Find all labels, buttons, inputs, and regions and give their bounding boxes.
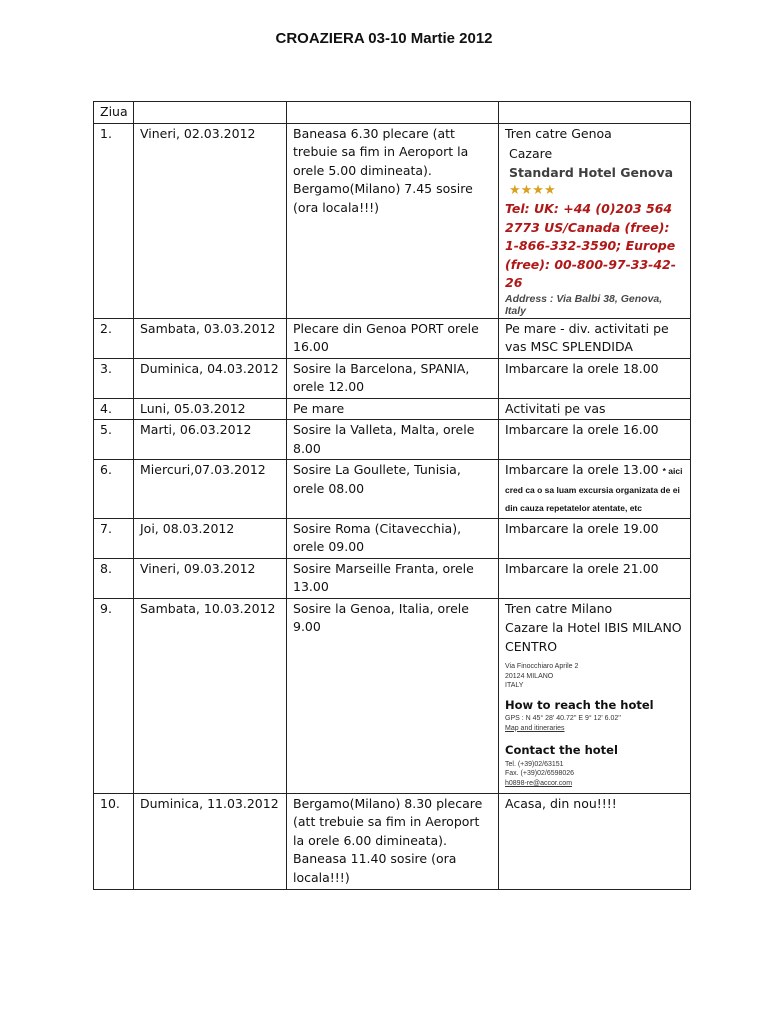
day-number: 4. [94,398,134,420]
day-number: 9. [94,598,134,793]
day-notes: Imbarcare la orele 21.00 [499,558,691,598]
day-number: 10. [94,793,134,889]
day-number: 7. [94,518,134,558]
day-date: Vineri, 02.03.2012 [134,123,287,318]
day-details: Sosire la Genoa, Italia, orele 9.00 [287,598,499,793]
train-note: Tren catre Milano [505,600,613,616]
day-details: Plecare din Genoa PORT orele 16.00 [287,318,499,358]
day-notes: Pe mare - div. activitati pe vas MSC SPLENDIDA [499,318,691,358]
day-details: Bergamo(Milano) 8.30 plecare (att trebuie sa fim in Aeroport la orele 6.00 dimineata). Baneasa 11.40 sosire (ora locala!!!) [287,793,499,889]
day-details: Baneasa 6.30 plecare (att trebuie sa fim in Aeroport la orele 5.00 dimineata). Bergamo(Milano) 7.45 sosire (ora locala!!!) [287,123,499,318]
hotel-genova-name: Standard Hotel Genova [509,164,674,180]
day-notes: Acasa, din nou!!!! [499,793,691,889]
hotel-milano-street: Via Finocchiaro Aprile 2 [505,663,579,670]
day-date: Marti, 06.03.2012 [134,420,287,460]
day-notes [499,123,691,318]
day-details: Sosire la Valleta, Malta, orele 8.00 [287,420,499,460]
day-date: Sambata, 03.03.2012 [134,318,287,358]
table-header-row [94,102,691,124]
train-note: Tren catre Genoa [505,125,612,141]
day-notes: Activitati pe vas [499,398,691,420]
hotel-milano-country: ITALY [505,682,524,689]
table-row [94,420,691,460]
hotel-fax: Fax. (+39)02/6598026 [505,770,575,777]
hotel-email-link[interactable]: h0898-re@accor.com [505,779,573,787]
day-date: Vineri, 09.03.2012 [134,558,287,598]
how-to-reach-heading: How to reach the hotel [505,697,654,712]
table-row [94,518,691,558]
day-details: Sosire La Goullete, Tunisia, orele 08.00 [287,460,499,519]
hotel-milano-cazare: Cazare la Hotel IBIS MILANO CENTRO [505,620,682,654]
day-details: Sosire la Barcelona, SPANIA, orele 12.00 [287,358,499,398]
day-date: Duminica, 11.03.2012 [134,793,287,889]
header-date [134,102,287,124]
table-row [94,793,691,889]
day-number: 2. [94,318,134,358]
hotel-milano-city: 20124 MILANO [505,672,554,680]
day-details: Pe mare [287,398,499,420]
table-row [94,123,691,318]
itinerary-table [93,101,691,890]
day-number: 3. [94,358,134,398]
day-details: Sosire Marseille Franta, orele 13.00 [287,558,499,598]
day-notes [499,460,691,519]
day-notes: Imbarcare la orele 16.00 [499,420,691,460]
contact-hotel-heading: Contact the hotel [505,743,618,757]
hotel-phone: Tel. (+39)02/63151 [505,760,564,768]
day-number: 6. [94,460,134,519]
day-date: Duminica, 04.03.2012 [134,358,287,398]
hotel-genova-phone: Tel: UK: +44 (0)203 564 2773 US/Canada (free): 1-866-332-3590; Europe (free): 00-800-97-33-42-26 [505,201,676,290]
day-notes: Imbarcare la orele 19.00 [499,518,691,558]
table-row [94,318,691,358]
table-row [94,460,691,519]
day-number: 5. [94,420,134,460]
hotel-genova-address: Address : Via Balbi 38, Genova, Italy [505,292,663,317]
day-date: Joi, 08.03.2012 [134,518,287,558]
table-row [94,398,691,420]
excursion-note: * aici cred ca o sa luam excursia organizata de ei din cauza repetatelor atentate, etc [505,466,683,513]
day-number: 1. [94,123,134,318]
table-row [94,358,691,398]
day-date: Luni, 05.03.2012 [134,398,287,420]
star-rating-icon: ★★★★ [509,183,556,198]
day-notes [499,598,691,793]
hotel-genova-cazare: Cazare [509,146,553,161]
table-row [94,598,691,793]
header-notes [499,102,691,124]
day-number: 8. [94,558,134,598]
page-title: CROAZIERA 03-10 Martie 2012 [275,30,493,47]
table-row [94,558,691,598]
header-details [287,102,499,124]
day-date: Sambata, 10.03.2012 [134,598,287,793]
day-date: Miercuri,07.03.2012 [134,460,287,519]
day-details: Sosire Roma (Citavecchia), orele 09.00 [287,518,499,558]
map-itineraries-link[interactable]: Map and itineraries [505,724,565,732]
day-notes: Imbarcare la orele 18.00 [499,358,691,398]
notes-text: Imbarcare la orele 13.00 [505,462,659,477]
gps-coordinates: GPS : N 45° 28' 40.72'' E 9° 12' 6.02'' [505,715,621,722]
header-day: Ziua [94,102,134,124]
